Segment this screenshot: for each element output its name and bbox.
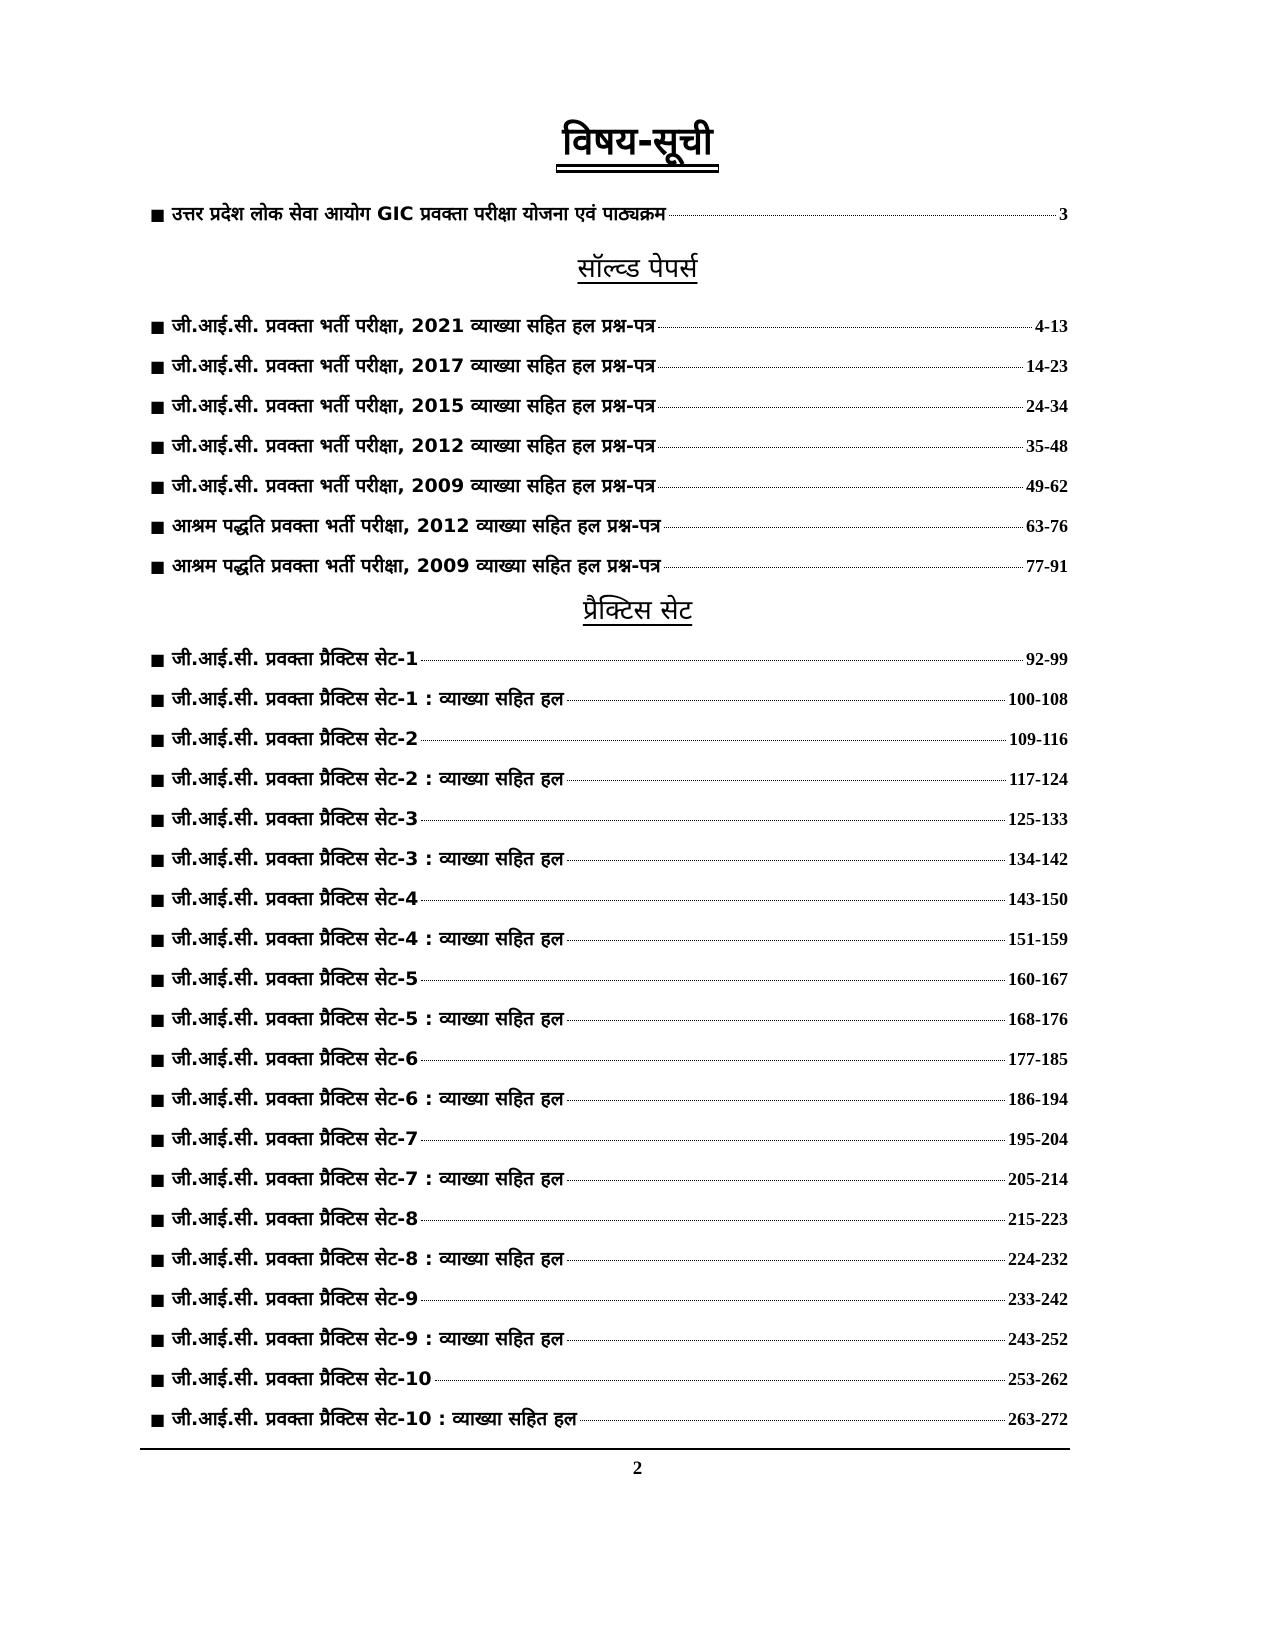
bullet-icon: ■: [150, 770, 166, 789]
dot-leader: [580, 1419, 1005, 1421]
toc-entry: [150, 392, 1068, 422]
bullet-icon: ■: [150, 357, 166, 376]
dot-leader: [421, 899, 1005, 901]
bullet-icon: ■: [150, 1130, 166, 1149]
dot-leader: [567, 1259, 1005, 1261]
toc-entry: [150, 1045, 1068, 1075]
toc-entry: [150, 1085, 1068, 1115]
bullet-icon: ■: [150, 1050, 166, 1069]
dot-leader: [421, 819, 1005, 821]
toc-entry-pages: 100-108: [1008, 689, 1068, 709]
toc-entry-pages: 24-34: [1026, 396, 1068, 416]
toc-entry: [150, 432, 1068, 462]
toc-entry-pages: 215-223: [1008, 1209, 1068, 1229]
bullet-icon: ■: [150, 1170, 166, 1189]
bullet-icon: ■: [150, 1010, 166, 1029]
toc-entry-pages: 3: [1059, 204, 1068, 224]
toc-entry: [150, 1325, 1068, 1355]
page-title: विषय-सूची: [556, 118, 718, 167]
bullet-icon: ■: [150, 437, 166, 456]
toc-entry-text: जी.आई.सी. प्रवक्ता प्रैक्टिस सेट-5: [172, 968, 419, 990]
dot-leader: [664, 566, 1023, 568]
toc-entry-text: जी.आई.सी. प्रवक्ता प्रैक्टिस सेट-3: [172, 808, 419, 830]
dot-leader: [421, 739, 1006, 741]
toc-entry-pages: 263-272: [1008, 1409, 1068, 1429]
section-heading-solved-papers: सॉल्व्ड पेपर्स: [577, 253, 698, 284]
dot-leader: [421, 1219, 1005, 1221]
toc-entry-text: जी.आई.सी. प्रवक्ता प्रैक्टिस सेट-4: [172, 888, 419, 910]
toc-entry-text: जी.आई.सी. प्रवक्ता प्रैक्टिस सेट-8: [172, 1208, 419, 1230]
toc-entry: [150, 1205, 1068, 1235]
toc-entry-text: उत्तर प्रदेश लोक सेवा आयोग GIC प्रवक्ता परीक्षा योजना एवं पाठ्यक्रम: [172, 203, 666, 225]
toc-entry-text: जी.आई.सी. प्रवक्ता प्रैक्टिस सेट-3 : व्याख्या सहित हल: [172, 848, 564, 870]
bullet-icon: ■: [150, 1410, 166, 1429]
dot-leader: [567, 1179, 1005, 1181]
bullet-icon: ■: [150, 690, 166, 709]
dot-leader: [567, 779, 1006, 781]
toc-entry: [150, 925, 1068, 955]
dot-leader: [421, 1299, 1005, 1301]
dot-leader: [567, 699, 1005, 701]
toc-entry-pages: 233-242: [1008, 1289, 1068, 1309]
bullet-icon: ■: [150, 1330, 166, 1349]
bullet-icon: ■: [150, 1210, 166, 1229]
toc-entry-text: आश्रम पद्धति प्रवक्ता भर्ती परीक्षा, 2012 व्याख्या सहित हल प्रश्न-पत्र: [172, 515, 661, 537]
bullet-icon: ■: [150, 517, 166, 536]
dot-leader: [567, 939, 1005, 941]
toc-entry: [150, 1125, 1068, 1155]
toc-entry: [150, 472, 1068, 502]
toc-entry-text: जी.आई.सी. प्रवक्ता प्रैक्टिस सेट-4 : व्याख्या सहित हल: [172, 928, 564, 950]
toc-entry: [150, 885, 1068, 915]
dot-leader: [567, 1339, 1005, 1341]
bullet-icon: ■: [150, 1250, 166, 1269]
section-heading-practice-sets: प्रैक्टिस सेट: [582, 595, 693, 626]
toc-entry-pages: 224-232: [1008, 1249, 1068, 1269]
toc-entry-text: जी.आई.सी. प्रवक्ता भर्ती परीक्षा, 2009 व्याख्या सहित हल प्रश्न-पत्र: [172, 475, 656, 497]
toc-entry: [150, 685, 1068, 715]
toc-entry-pages: 177-185: [1008, 1049, 1068, 1069]
bullet-icon: ■: [150, 730, 166, 749]
dot-leader: [567, 1099, 1005, 1101]
toc-entry: [150, 1245, 1068, 1275]
toc-entry: [150, 552, 1068, 582]
toc-entry-pages: 4-13: [1035, 316, 1068, 336]
toc-entry: [150, 805, 1068, 835]
page-number: 2: [632, 1458, 643, 1479]
toc-entry-pages: 92-99: [1026, 649, 1068, 669]
dot-leader: [658, 366, 1023, 368]
toc-entry-pages: 35-48: [1026, 436, 1068, 456]
toc-entry: [150, 845, 1068, 875]
toc-entry-text: जी.आई.सी. प्रवक्ता प्रैक्टिस सेट-9: [172, 1288, 419, 1310]
toc-entry-text: जी.आई.सी. प्रवक्ता प्रैक्टिस सेट-6 : व्याख्या सहित हल: [172, 1088, 564, 1110]
dot-leader: [421, 1139, 1005, 1141]
toc-entry-text: जी.आई.सी. प्रवक्ता प्रैक्टिस सेट-2 : व्याख्या सहित हल: [172, 768, 564, 790]
toc-entry-pages: 63-76: [1026, 516, 1068, 536]
toc-entry-pages: 186-194: [1008, 1089, 1068, 1109]
bullet-icon: ■: [150, 1370, 166, 1389]
toc-entry-text: जी.आई.सी. प्रवक्ता भर्ती परीक्षा, 2021 व्याख्या सहित हल प्रश्न-पत्र: [172, 315, 656, 337]
toc-entry: [150, 1285, 1068, 1315]
bullet-icon: ■: [150, 1090, 166, 1109]
toc-entry-text: जी.आई.सी. प्रवक्ता प्रैक्टिस सेट-6: [172, 1048, 419, 1070]
dot-leader: [658, 486, 1023, 488]
toc-entry-pages: 205-214: [1008, 1169, 1068, 1189]
toc-entry-pages: 243-252: [1008, 1329, 1068, 1349]
toc-entry-text: जी.आई.सी. प्रवक्ता भर्ती परीक्षा, 2015 व्याख्या सहित हल प्रश्न-पत्र: [172, 395, 656, 417]
section-heading-wrap: [0, 594, 1275, 628]
toc-entry-pages: 77-91: [1026, 556, 1068, 576]
toc-entry: [150, 312, 1068, 342]
toc-entry-text: जी.आई.सी. प्रवक्ता प्रैक्टिस सेट-1: [172, 648, 419, 670]
toc-entry-text: जी.आई.सी. प्रवक्ता प्रैक्टिस सेट-1 : व्याख्या सहित हल: [172, 688, 564, 710]
dot-leader: [658, 406, 1023, 408]
toc-entry-pages: 160-167: [1008, 969, 1068, 989]
page-title-wrap: [0, 118, 1275, 167]
dot-leader: [567, 1019, 1005, 1021]
dot-leader: [658, 326, 1032, 328]
toc-entry-text: जी.आई.सी. प्रवक्ता प्रैक्टिस सेट-2: [172, 728, 419, 750]
toc-entry-intro: [150, 200, 1068, 230]
toc-entry-pages: 134-142: [1008, 849, 1068, 869]
bullet-icon: ■: [150, 850, 166, 869]
dot-leader: [421, 1059, 1005, 1061]
toc-entry-pages: 195-204: [1008, 1129, 1068, 1149]
bullet-icon: ■: [150, 930, 166, 949]
toc-entry: [150, 1005, 1068, 1035]
toc-entry-text: जी.आई.सी. प्रवक्ता भर्ती परीक्षा, 2017 व्याख्या सहित हल प्रश्न-पत्र: [172, 355, 656, 377]
toc-entry: [150, 1405, 1068, 1435]
toc-entry: [150, 1365, 1068, 1395]
toc-entry: [150, 765, 1068, 795]
toc-entry-pages: 49-62: [1026, 476, 1068, 496]
toc-entry-pages: 151-159: [1008, 929, 1068, 949]
dot-leader: [669, 214, 1056, 216]
toc-entry-text: जी.आई.सी. प्रवक्ता प्रैक्टिस सेट-5 : व्याख्या सहित हल: [172, 1008, 564, 1030]
toc-entry-pages: 14-23: [1026, 356, 1068, 376]
bullet-icon: ■: [150, 890, 166, 909]
toc-entry-text: जी.आई.सी. प्रवक्ता भर्ती परीक्षा, 2012 व्याख्या सहित हल प्रश्न-पत्र: [172, 435, 656, 457]
bullet-icon: ■: [150, 810, 166, 829]
toc-entry-pages: 143-150: [1008, 889, 1068, 909]
bullet-icon: ■: [150, 397, 166, 416]
section-heading-wrap: [0, 252, 1275, 286]
toc-entry-pages: 168-176: [1008, 1009, 1068, 1029]
footer-divider: [140, 1448, 1070, 1450]
toc-entry-text: जी.आई.सी. प्रवक्ता प्रैक्टिस सेट-9 : व्याख्या सहित हल: [172, 1328, 564, 1350]
toc-entry: [150, 645, 1068, 675]
toc-entry-text: जी.आई.सी. प्रवक्ता प्रैक्टिस सेट-7: [172, 1128, 419, 1150]
bullet-icon: ■: [150, 557, 166, 576]
toc-entry-text: जी.आई.सी. प्रवक्ता प्रैक्टिस सेट-10 : व्याख्या सहित हल: [172, 1408, 577, 1430]
toc-entry-pages: 253-262: [1008, 1369, 1068, 1389]
bullet-icon: ■: [150, 1290, 166, 1309]
dot-leader: [421, 659, 1023, 661]
toc-entry-text: जी.आई.सी. प्रवक्ता प्रैक्टिस सेट-7 : व्याख्या सहित हल: [172, 1168, 564, 1190]
bullet-icon: ■: [150, 477, 166, 496]
bullet-icon: ■: [150, 970, 166, 989]
toc-entry: [150, 1165, 1068, 1195]
toc-entry-pages: 117-124: [1008, 769, 1068, 789]
toc-entry: [150, 725, 1068, 755]
toc-entry: [150, 352, 1068, 382]
bullet-icon: ■: [150, 650, 166, 669]
toc-entry-text: जी.आई.सी. प्रवक्ता प्रैक्टिस सेट-10: [172, 1368, 432, 1390]
dot-leader: [658, 446, 1023, 448]
bullet-icon: ■: [150, 205, 166, 224]
dot-leader: [421, 979, 1005, 981]
toc-entry: [150, 965, 1068, 995]
dot-leader: [664, 526, 1023, 528]
dot-leader: [567, 859, 1005, 861]
toc-entry-text: आश्रम पद्धति प्रवक्ता भर्ती परीक्षा, 2009 व्याख्या सहित हल प्रश्न-पत्र: [172, 555, 661, 577]
toc-entry: [150, 512, 1068, 542]
toc-entry-pages: 109-116: [1008, 729, 1068, 749]
dot-leader: [435, 1379, 1005, 1381]
toc-entry-text: जी.आई.सी. प्रवक्ता प्रैक्टिस सेट-8 : व्याख्या सहित हल: [172, 1248, 564, 1270]
toc-entry-pages: 125-133: [1008, 809, 1068, 829]
bullet-icon: ■: [150, 317, 166, 336]
